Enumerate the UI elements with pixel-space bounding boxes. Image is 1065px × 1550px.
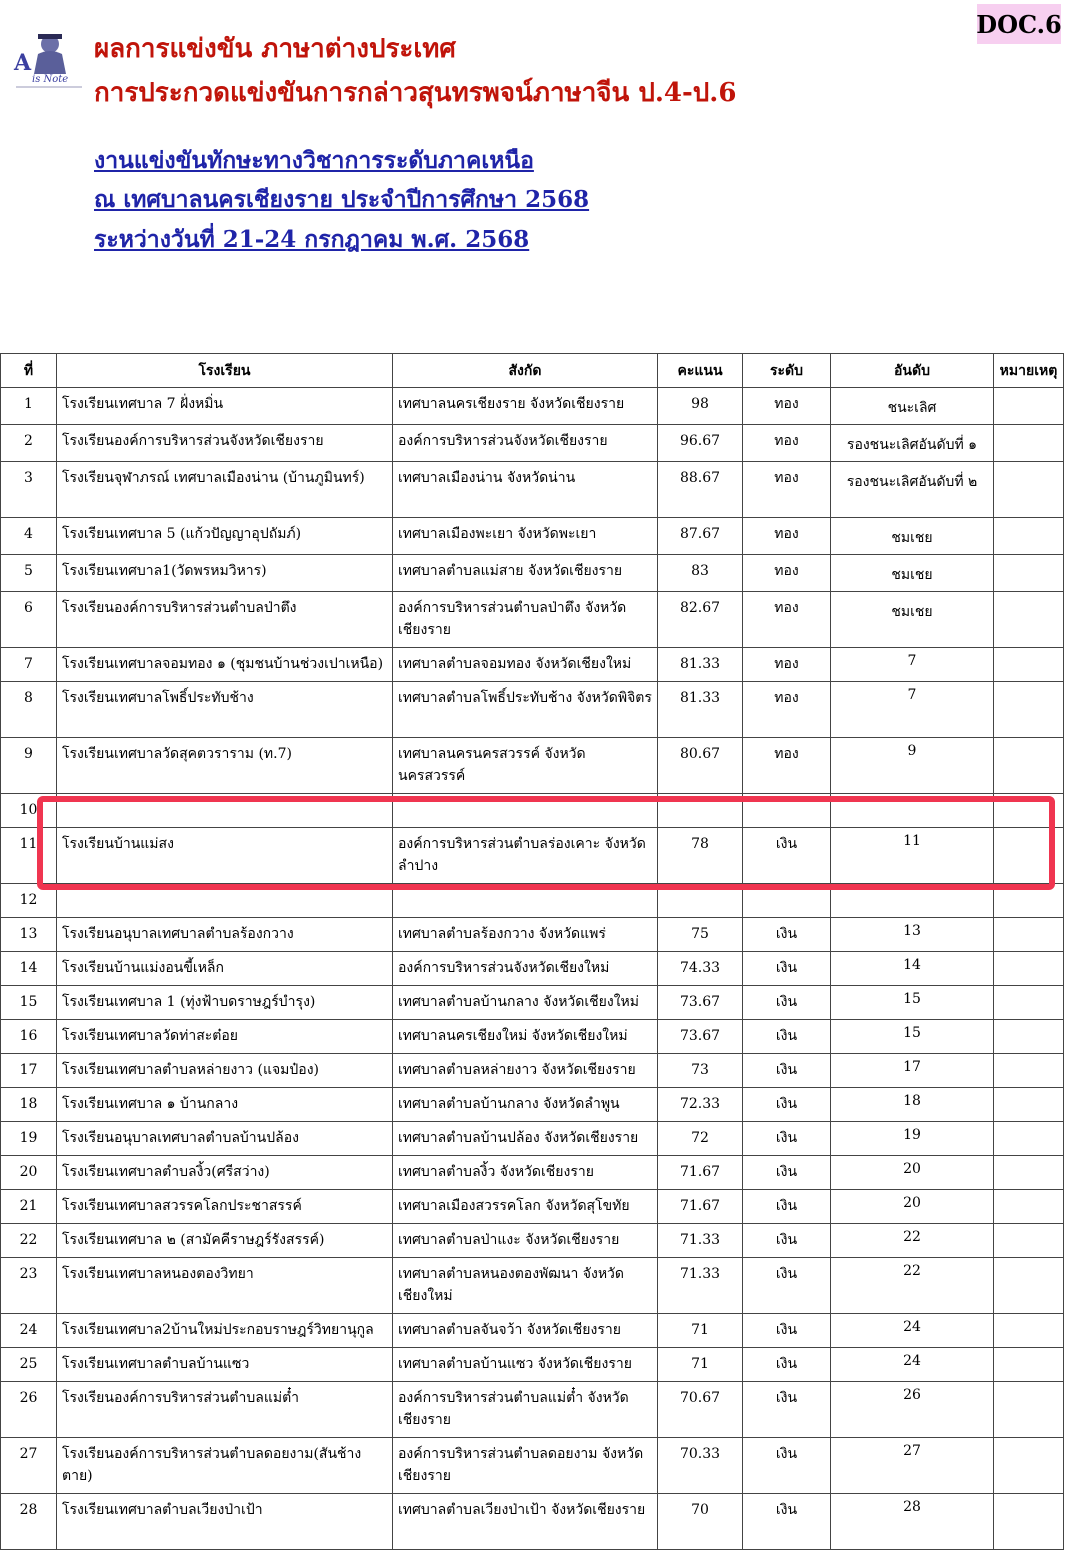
rank-cell: ชนะเลิศ	[831, 388, 994, 425]
level-cell: เงิน	[743, 1438, 831, 1494]
row-number-cell: 10	[1, 794, 57, 828]
note-cell	[994, 1054, 1064, 1088]
table-row	[1, 794, 1064, 828]
score-cell: 71	[658, 1314, 743, 1348]
affiliation-cell: เทศบาลตำบลบ้านกลาง จังหวัดลำพูน	[393, 1088, 658, 1122]
level-cell: เงิน	[743, 1348, 831, 1382]
score-cell: 81.33	[658, 648, 743, 682]
affiliation-cell: องค์การบริหารส่วนจังหวัดเชียงใหม่	[393, 952, 658, 986]
level-cell: ทอง	[743, 682, 831, 738]
level-cell: ทอง	[743, 648, 831, 682]
note-cell	[994, 1438, 1064, 1494]
table-row	[1, 1348, 1064, 1382]
affiliation-cell: เทศบาลตำบลบ้านปล้อง จังหวัดเชียงราย	[393, 1122, 658, 1156]
affiliation-cell: เทศบาลตำบลป่าแงะ จังหวัดเชียงราย	[393, 1224, 658, 1258]
row-number-cell: 14	[1, 952, 57, 986]
level-cell: เงิน	[743, 1122, 831, 1156]
note-cell	[994, 1348, 1064, 1382]
header-rank: อันดับ	[831, 354, 994, 388]
level-cell	[743, 884, 831, 918]
rank-cell: ชมเชย	[831, 555, 994, 592]
note-cell	[994, 1020, 1064, 1054]
school-name-cell: โรงเรียนเทศบาลตำบลบ้านแซว	[57, 1348, 393, 1382]
level-cell: เงิน	[743, 952, 831, 986]
school-name-cell: โรงเรียนเทศบาลตำบลหล่ายงาว (แจมป๋อง)	[57, 1054, 393, 1088]
level-cell: เงิน	[743, 1156, 831, 1190]
note-cell	[994, 1258, 1064, 1314]
school-name-cell: โรงเรียนเทศบาลตำบลงิ้ว(ศรีสว่าง)	[57, 1156, 393, 1190]
school-name-cell: โรงเรียนเทศบาล ๑ บ้านกลาง	[57, 1088, 393, 1122]
school-name-cell: โรงเรียนเทศบาลจอมทอง ๑ (ชุมชนบ้านช่วงเปาเหนือ)	[57, 648, 393, 682]
table-row	[1, 1054, 1064, 1088]
row-number-cell: 24	[1, 1314, 57, 1348]
results-body	[1, 388, 1064, 1550]
rank-cell: 15	[831, 986, 994, 1020]
row-number-cell: 19	[1, 1122, 57, 1156]
doc-tag: DOC.6	[977, 4, 1061, 44]
rank-cell: 22	[831, 1224, 994, 1258]
rank-cell: 7	[831, 648, 994, 682]
table-row	[1, 828, 1064, 884]
score-cell: 70.33	[658, 1438, 743, 1494]
level-cell: เงิน	[743, 1382, 831, 1438]
school-name-cell: โรงเรียนอนุบาลเทศบาลตำบลบ้านปล้อง	[57, 1122, 393, 1156]
level-cell: ทอง	[743, 518, 831, 555]
row-number-cell: 5	[1, 555, 57, 592]
school-name-cell: โรงเรียนเทศบาลโพธิ์ประทับช้าง	[57, 682, 393, 738]
rank-cell: 11	[831, 828, 994, 884]
score-cell: 81.33	[658, 682, 743, 738]
affiliation-cell: เทศบาลตำบลจอมทอง จังหวัดเชียงใหม่	[393, 648, 658, 682]
header-score: คะแนน	[658, 354, 743, 388]
score-cell: 96.67	[658, 425, 743, 462]
rank-cell: รองชนะเลิศอันดับที่ ๒	[831, 462, 994, 518]
row-number-cell: 6	[1, 592, 57, 648]
rank-cell	[831, 794, 994, 828]
level-cell	[743, 794, 831, 828]
score-cell: 87.67	[658, 518, 743, 555]
row-number-cell: 7	[1, 648, 57, 682]
school-name-cell: โรงเรียนเทศบาล 1 (ทุ่งฟ้าบดราษฎร์บำรุง)	[57, 986, 393, 1020]
affiliation-cell	[393, 884, 658, 918]
affiliation-cell: องค์การบริหารส่วนตำบลป่าตึง จังหวัดเชียงราย	[393, 592, 658, 648]
rank-cell: 27	[831, 1438, 994, 1494]
note-cell	[994, 738, 1064, 794]
note-cell	[994, 1122, 1064, 1156]
table-row	[1, 682, 1064, 738]
row-number-cell: 2	[1, 425, 57, 462]
school-name-cell: โรงเรียนเทศบาลวัดท่าสะต๋อย	[57, 1020, 393, 1054]
school-name-cell: โรงเรียนเทศบาลหนองตองวิทยา	[57, 1258, 393, 1314]
score-cell: 70.67	[658, 1382, 743, 1438]
level-cell: ทอง	[743, 738, 831, 794]
school-name-cell: โรงเรียนเทศบาลวัดสุคตวราราม (ท.7)	[57, 738, 393, 794]
table-row	[1, 1156, 1064, 1190]
note-cell	[994, 884, 1064, 918]
note-cell	[994, 425, 1064, 462]
level-cell: ทอง	[743, 555, 831, 592]
school-name-cell: โรงเรียนเทศบาล 7 ฝั่งหมิ่น	[57, 388, 393, 425]
note-cell	[994, 592, 1064, 648]
table-row	[1, 388, 1064, 425]
affiliation-cell: องค์การบริหารส่วนตำบลร่องเคาะ จังหวัดลำปาง	[393, 828, 658, 884]
score-cell: 83	[658, 555, 743, 592]
row-number-cell: 3	[1, 462, 57, 518]
header-no: ที่	[1, 354, 57, 388]
affiliation-cell: เทศบาลนครนครสวรรค์ จังหวัดนครสวรรค์	[393, 738, 658, 794]
row-number-cell: 15	[1, 986, 57, 1020]
score-cell: 80.67	[658, 738, 743, 794]
note-cell	[994, 462, 1064, 518]
page-title-line2: การประกวดแข่งขันการกล่าวสุนทรพจน์ภาษาจีน ป.4-ป.6	[94, 78, 737, 108]
school-name-cell: โรงเรียนบ้านแม่งอนขี้เหล็ก	[57, 952, 393, 986]
note-cell	[994, 1494, 1064, 1550]
note-cell	[994, 1156, 1064, 1190]
level-cell: เงิน	[743, 1314, 831, 1348]
school-name-cell	[57, 884, 393, 918]
rank-cell: 28	[831, 1494, 994, 1550]
row-number-cell: 11	[1, 828, 57, 884]
affiliation-cell: เทศบาลเมืองสวรรคโลก จังหวัดสุโขทัย	[393, 1190, 658, 1224]
school-name-cell: โรงเรียนองค์การบริหารส่วนจังหวัดเชียงราย	[57, 425, 393, 462]
table-row	[1, 425, 1064, 462]
level-cell: เงิน	[743, 986, 831, 1020]
rank-cell: 26	[831, 1382, 994, 1438]
rank-cell: รองชนะเลิศอันดับที่ ๑	[831, 425, 994, 462]
svg-text:is Note: is Note	[32, 74, 69, 85]
note-cell	[994, 794, 1064, 828]
table-row	[1, 648, 1064, 682]
affiliation-cell: เทศบาลตำบลบ้านกลาง จังหวัดเชียงใหม่	[393, 986, 658, 1020]
note-cell	[994, 952, 1064, 986]
school-name-cell: โรงเรียนองค์การบริหารส่วนตำบลป่าตึง	[57, 592, 393, 648]
rank-cell: ชมเชย	[831, 518, 994, 555]
level-cell: เงิน	[743, 1190, 831, 1224]
note-cell	[994, 1382, 1064, 1438]
table-row	[1, 1382, 1064, 1438]
affiliation-cell	[393, 794, 658, 828]
table-row	[1, 1224, 1064, 1258]
school-name-cell: โรงเรียนเทศบาลสวรรคโลกประชาสรรค์	[57, 1190, 393, 1224]
row-number-cell: 27	[1, 1438, 57, 1494]
school-name-cell: โรงเรียนบ้านแม่สง	[57, 828, 393, 884]
level-cell: เงิน	[743, 1020, 831, 1054]
affiliation-cell: เทศบาลเมืองพะเยา จังหวัดพะเยา	[393, 518, 658, 555]
note-cell	[994, 986, 1064, 1020]
row-number-cell: 26	[1, 1382, 57, 1438]
school-name-cell: โรงเรียนอนุบาลเทศบาลตำบลร้องกวาง	[57, 918, 393, 952]
table-row	[1, 918, 1064, 952]
rank-cell: 18	[831, 1088, 994, 1122]
table-row	[1, 738, 1064, 794]
table-row	[1, 518, 1064, 555]
level-cell: ทอง	[743, 425, 831, 462]
note-cell	[994, 1088, 1064, 1122]
affiliation-cell: เทศบาลตำบลงิ้ว จังหวัดเชียงราย	[393, 1156, 658, 1190]
score-cell: 70	[658, 1494, 743, 1550]
affiliation-cell: องค์การบริหารส่วนจังหวัดเชียงราย	[393, 425, 658, 462]
note-cell	[994, 1224, 1064, 1258]
table-row	[1, 1122, 1064, 1156]
table-row	[1, 1438, 1064, 1494]
row-number-cell: 9	[1, 738, 57, 794]
rank-cell: 15	[831, 1020, 994, 1054]
school-name-cell: โรงเรียนจุฬาภรณ์ เทศบาลเมืองน่าน (บ้านภูมินทร์)	[57, 462, 393, 518]
svg-text:A: A	[14, 50, 32, 76]
score-cell: 71	[658, 1348, 743, 1382]
logo-icon	[8, 30, 90, 92]
score-cell: 98	[658, 388, 743, 425]
level-cell: เงิน	[743, 1088, 831, 1122]
score-cell: 73	[658, 1054, 743, 1088]
note-cell	[994, 648, 1064, 682]
rank-cell: 22	[831, 1258, 994, 1314]
school-name-cell: โรงเรียนเทศบาล2บ้านใหม่ประกอบราษฎร์วิทยานุกูล	[57, 1314, 393, 1348]
table-row	[1, 1258, 1064, 1314]
table-row	[1, 1190, 1064, 1224]
header-school: โรงเรียน	[57, 354, 393, 388]
note-cell	[994, 1190, 1064, 1224]
affiliation-cell: เทศบาลตำบลแม่สาย จังหวัดเชียงราย	[393, 555, 658, 592]
row-number-cell: 21	[1, 1190, 57, 1224]
table-row	[1, 1088, 1064, 1122]
score-cell: 88.67	[658, 462, 743, 518]
header-note: หมายเหตุ	[994, 354, 1064, 388]
row-number-cell: 1	[1, 388, 57, 425]
affiliation-cell: เทศบาลตำบลโพธิ์ประทับช้าง จังหวัดพิจิตร	[393, 682, 658, 738]
table-row	[1, 986, 1064, 1020]
note-cell	[994, 555, 1064, 592]
level-cell: เงิน	[743, 1054, 831, 1088]
rank-cell: 9	[831, 738, 994, 794]
affiliation-cell: เทศบาลตำบลบ้านแซว จังหวัดเชียงราย	[393, 1348, 658, 1382]
rank-cell: 13	[831, 918, 994, 952]
row-number-cell: 13	[1, 918, 57, 952]
table-row	[1, 952, 1064, 986]
table-row	[1, 1314, 1064, 1348]
score-cell: 72.33	[658, 1088, 743, 1122]
row-number-cell: 12	[1, 884, 57, 918]
affiliation-cell: เทศบาลตำบลเวียงป่าเป้า จังหวัดเชียงราย	[393, 1494, 658, 1550]
affiliation-cell: องค์การบริหารส่วนตำบลดอยงาม จังหวัดเชียงราย	[393, 1438, 658, 1494]
score-cell: 71.67	[658, 1156, 743, 1190]
rank-cell: 7	[831, 682, 994, 738]
rank-cell: 14	[831, 952, 994, 986]
score-cell: 82.67	[658, 592, 743, 648]
results-table	[0, 353, 1064, 1550]
school-name-cell: โรงเรียนองค์การบริหารส่วนตำบลแม่ต๋ำ	[57, 1382, 393, 1438]
rank-cell: 24	[831, 1348, 994, 1382]
row-number-cell: 23	[1, 1258, 57, 1314]
note-cell	[994, 518, 1064, 555]
header-affiliation: สังกัด	[393, 354, 658, 388]
affiliation-cell: องค์การบริหารส่วนตำบลแม่ต๋ำ จังหวัดเชียงราย	[393, 1382, 658, 1438]
score-cell: 72	[658, 1122, 743, 1156]
event-subtitle[interactable]: งานแข่งขันทักษะทางวิชาการระดับภาคเหนือ	[94, 147, 534, 174]
page-title: ผลการแข่งขัน ภาษาต่างประเทศ	[94, 34, 456, 64]
score-cell: 75	[658, 918, 743, 952]
score-cell: 71.33	[658, 1224, 743, 1258]
score-cell	[658, 884, 743, 918]
school-name-cell: โรงเรียนเทศบาล ๒ (สามัคคีราษฎร์รังสรรค์)	[57, 1224, 393, 1258]
rank-cell: 19	[831, 1122, 994, 1156]
row-number-cell: 17	[1, 1054, 57, 1088]
note-cell	[994, 682, 1064, 738]
row-number-cell: 4	[1, 518, 57, 555]
score-cell: 73.67	[658, 986, 743, 1020]
row-number-cell: 25	[1, 1348, 57, 1382]
level-cell: ทอง	[743, 592, 831, 648]
school-name-cell: โรงเรียนเทศบาล1(วัดพรหมวิหาร)	[57, 555, 393, 592]
level-cell: เงิน	[743, 1258, 831, 1314]
note-cell	[994, 918, 1064, 952]
level-cell: เงิน	[743, 828, 831, 884]
table-header-row	[1, 354, 1064, 388]
level-cell: เงิน	[743, 1224, 831, 1258]
school-name-cell: โรงเรียนเทศบาล 5 (แก้วปัญญาอุปถัมภ์)	[57, 518, 393, 555]
rank-cell	[831, 884, 994, 918]
table-row	[1, 1020, 1064, 1054]
rank-cell: 20	[831, 1190, 994, 1224]
affiliation-cell: เทศบาลเมืองน่าน จังหวัดน่าน	[393, 462, 658, 518]
level-cell: เงิน	[743, 918, 831, 952]
school-name-cell	[57, 794, 393, 828]
school-name-cell: โรงเรียนเทศบาลตำบลเวียงป่าเป้า	[57, 1494, 393, 1550]
event-dates[interactable]: ระหว่างวันที่ 21-24 กรกฎาคม พ.ศ. 2568	[94, 226, 530, 253]
affiliation-cell: เทศบาลตำบลร้องกวาง จังหวัดแพร่	[393, 918, 658, 952]
table-row	[1, 555, 1064, 592]
affiliation-cell: เทศบาลตำบลจันจว้า จังหวัดเชียงราย	[393, 1314, 658, 1348]
rank-cell: 20	[831, 1156, 994, 1190]
school-name-cell: โรงเรียนองค์การบริหารส่วนตำบลดอยงาม(สันช้างตาย)	[57, 1438, 393, 1494]
row-number-cell: 8	[1, 682, 57, 738]
score-cell: 73.67	[658, 1020, 743, 1054]
row-number-cell: 16	[1, 1020, 57, 1054]
score-cell	[658, 794, 743, 828]
rank-cell: 17	[831, 1054, 994, 1088]
score-cell: 71.67	[658, 1190, 743, 1224]
row-number-cell: 18	[1, 1088, 57, 1122]
rank-cell: ชมเชย	[831, 592, 994, 648]
table-row	[1, 592, 1064, 648]
table-row	[1, 462, 1064, 518]
score-cell: 71.33	[658, 1258, 743, 1314]
header-level: ระดับ	[743, 354, 831, 388]
score-cell: 78	[658, 828, 743, 884]
row-number-cell: 28	[1, 1494, 57, 1550]
note-cell	[994, 1314, 1064, 1348]
ais-note-logo	[8, 30, 90, 92]
affiliation-cell: เทศบาลตำบลหนองตองพัฒนา จังหวัดเชียงใหม่	[393, 1258, 658, 1314]
row-number-cell: 20	[1, 1156, 57, 1190]
note-cell	[994, 388, 1064, 425]
row-number-cell: 22	[1, 1224, 57, 1258]
level-cell: เงิน	[743, 1494, 831, 1550]
score-cell: 74.33	[658, 952, 743, 986]
table-row	[1, 884, 1064, 918]
note-cell	[994, 828, 1064, 884]
affiliation-cell: เทศบาลนครเชียงใหม่ จังหวัดเชียงใหม่	[393, 1020, 658, 1054]
level-cell: ทอง	[743, 462, 831, 518]
table-row	[1, 1494, 1064, 1550]
event-location[interactable]: ณ เทศบาลนครเชียงราย ประจำปีการศึกษา 2568	[94, 186, 590, 213]
rank-cell: 24	[831, 1314, 994, 1348]
affiliation-cell: เทศบาลตำบลหล่ายงาว จังหวัดเชียงราย	[393, 1054, 658, 1088]
level-cell: ทอง	[743, 388, 831, 425]
affiliation-cell: เทศบาลนครเชียงราย จังหวัดเชียงราย	[393, 388, 658, 425]
